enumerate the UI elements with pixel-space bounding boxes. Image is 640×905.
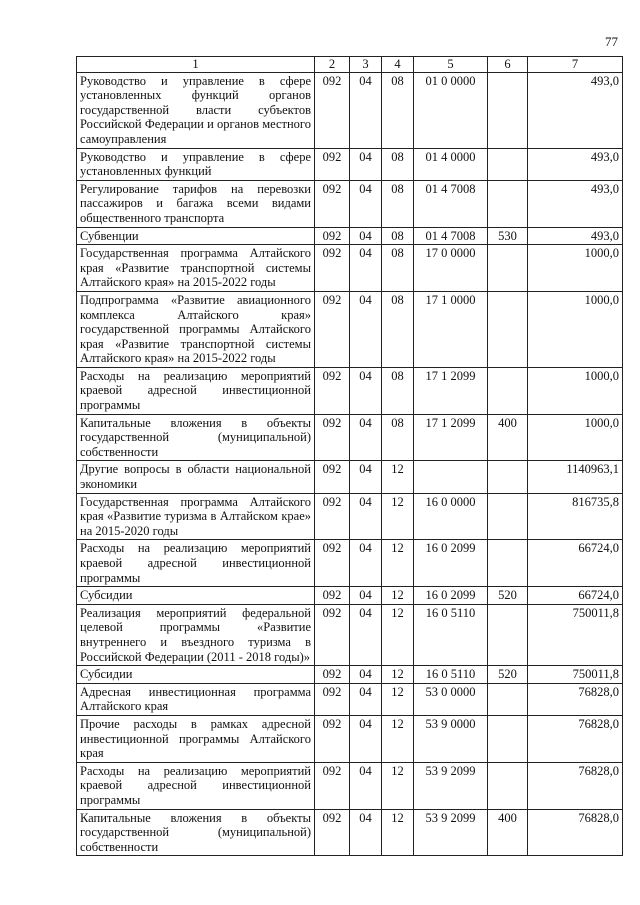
row-target-article: 53 9 2099 — [414, 809, 488, 856]
row-target-article: 01 0 0000 — [414, 72, 488, 148]
row-subsection: 12 — [382, 604, 414, 665]
row-admin-code: 092 — [315, 461, 350, 493]
row-expense-type: 400 — [488, 809, 528, 856]
row-amount: 493,0 — [528, 180, 623, 227]
row-expense-type — [488, 148, 528, 180]
row-admin-code: 092 — [315, 666, 350, 684]
table-row — [77, 715, 623, 762]
budget-table — [76, 56, 623, 856]
row-expense-type — [488, 762, 528, 809]
row-section: 04 — [350, 367, 382, 414]
row-section: 04 — [350, 72, 382, 148]
column-header: 5 — [414, 57, 488, 73]
row-subsection: 12 — [382, 809, 414, 856]
table-row — [77, 587, 623, 605]
column-header: 7 — [528, 57, 623, 73]
row-amount: 1140963,1 — [528, 461, 623, 493]
row-name: Государственная программа Алтайского края «Развитие туризма в Алтайском крае» на 2015-2020 годы — [77, 493, 315, 540]
row-expense-type — [488, 245, 528, 292]
table-row — [77, 493, 623, 540]
row-admin-code: 092 — [315, 245, 350, 292]
row-name: Руководство и управление в сфере установленных функций органов государственной власти субъектов Российской Федерации и органов местного самоуправления — [77, 72, 315, 148]
row-name: Другие вопросы в области национальной экономики — [77, 461, 315, 493]
row-target-article: 53 9 2099 — [414, 762, 488, 809]
row-amount: 1000,0 — [528, 367, 623, 414]
table-row — [77, 809, 623, 856]
row-amount: 76828,0 — [528, 809, 623, 856]
table-row — [77, 666, 623, 684]
row-target-article: 53 9 0000 — [414, 715, 488, 762]
page-number: 77 — [605, 34, 618, 49]
row-subsection: 12 — [382, 666, 414, 684]
row-subsection: 12 — [382, 587, 414, 605]
table-row — [77, 148, 623, 180]
row-expense-type: 520 — [488, 587, 528, 605]
row-admin-code: 092 — [315, 683, 350, 715]
row-section: 04 — [350, 762, 382, 809]
row-expense-type: 400 — [488, 414, 528, 461]
table-row — [77, 414, 623, 461]
table-row — [77, 604, 623, 665]
row-amount: 493,0 — [528, 148, 623, 180]
row-admin-code: 092 — [315, 367, 350, 414]
row-section: 04 — [350, 666, 382, 684]
row-target-article: 53 0 0000 — [414, 683, 488, 715]
row-expense-type — [488, 180, 528, 227]
row-admin-code: 092 — [315, 762, 350, 809]
row-subsection: 12 — [382, 493, 414, 540]
table-row — [77, 683, 623, 715]
row-subsection: 12 — [382, 683, 414, 715]
table-row — [77, 461, 623, 493]
row-name: Руководство и управление в сфере установленных функций — [77, 148, 315, 180]
row-admin-code: 092 — [315, 72, 350, 148]
row-admin-code: 092 — [315, 291, 350, 367]
row-expense-type — [488, 461, 528, 493]
row-name: Капитальные вложения в объекты государственной (муниципальной) собственности — [77, 809, 315, 856]
row-admin-code: 092 — [315, 809, 350, 856]
row-name: Капитальные вложения в объекты государственной (муниципальной) собственности — [77, 414, 315, 461]
row-section: 04 — [350, 683, 382, 715]
row-target-article: 16 0 2099 — [414, 587, 488, 605]
row-subsection: 08 — [382, 245, 414, 292]
table-row — [77, 227, 623, 245]
row-section: 04 — [350, 604, 382, 665]
row-amount: 76828,0 — [528, 762, 623, 809]
row-section: 04 — [350, 540, 382, 587]
row-name: Адресная инвестиционная программа Алтайского края — [77, 683, 315, 715]
row-section: 04 — [350, 461, 382, 493]
row-subsection: 08 — [382, 291, 414, 367]
row-name: Расходы на реализацию мероприятий краевой адресной инвестиционной программы — [77, 540, 315, 587]
table-row — [77, 245, 623, 292]
row-section: 04 — [350, 227, 382, 245]
row-amount: 1000,0 — [528, 414, 623, 461]
row-section: 04 — [350, 245, 382, 292]
row-subsection: 08 — [382, 72, 414, 148]
table-header-row — [77, 57, 623, 73]
row-subsection: 12 — [382, 715, 414, 762]
row-target-article: 01 4 7008 — [414, 180, 488, 227]
row-expense-type: 520 — [488, 666, 528, 684]
row-amount: 750011,8 — [528, 604, 623, 665]
row-subsection: 08 — [382, 180, 414, 227]
row-amount: 76828,0 — [528, 683, 623, 715]
row-subsection: 12 — [382, 762, 414, 809]
row-expense-type: 530 — [488, 227, 528, 245]
column-header: 4 — [382, 57, 414, 73]
row-target-article: 16 0 5110 — [414, 604, 488, 665]
row-amount: 1000,0 — [528, 245, 623, 292]
row-section: 04 — [350, 291, 382, 367]
row-name: Государственная программа Алтайского края «Развитие транспортной системы Алтайского края» на 2015-2022 годы — [77, 245, 315, 292]
row-subsection: 12 — [382, 540, 414, 587]
row-expense-type — [488, 493, 528, 540]
row-expense-type — [488, 683, 528, 715]
row-admin-code: 092 — [315, 148, 350, 180]
table-row — [77, 540, 623, 587]
row-subsection: 08 — [382, 414, 414, 461]
row-target-article: 01 4 7008 — [414, 227, 488, 245]
row-admin-code: 092 — [315, 180, 350, 227]
row-section: 04 — [350, 148, 382, 180]
row-target-article: 17 0 0000 — [414, 245, 488, 292]
row-target-article: 17 1 0000 — [414, 291, 488, 367]
row-amount: 1000,0 — [528, 291, 623, 367]
row-expense-type — [488, 72, 528, 148]
row-name: Прочие расходы в рамках адресной инвестиционной программы Алтайского края — [77, 715, 315, 762]
row-admin-code: 092 — [315, 493, 350, 540]
row-expense-type — [488, 367, 528, 414]
table-row — [77, 762, 623, 809]
row-subsection: 08 — [382, 227, 414, 245]
row-section: 04 — [350, 493, 382, 540]
row-section: 04 — [350, 180, 382, 227]
row-name: Субвенции — [77, 227, 315, 245]
column-header: 1 — [77, 57, 315, 73]
column-header: 3 — [350, 57, 382, 73]
row-name: Субсидии — [77, 666, 315, 684]
row-name: Расходы на реализацию мероприятий краевой адресной инвестиционной программы — [77, 762, 315, 809]
row-admin-code: 092 — [315, 604, 350, 665]
row-target-article — [414, 461, 488, 493]
row-subsection: 12 — [382, 461, 414, 493]
row-amount: 493,0 — [528, 227, 623, 245]
row-amount: 750011,8 — [528, 666, 623, 684]
row-name: Субсидии — [77, 587, 315, 605]
column-header: 2 — [315, 57, 350, 73]
row-expense-type — [488, 291, 528, 367]
row-admin-code: 092 — [315, 715, 350, 762]
row-amount: 76828,0 — [528, 715, 623, 762]
row-name: Подпрограмма «Развитие авиационного комплекса Алтайского края» государственной программы Алтайского края «Развитие транспортной системы Алтайского края» на 2015-2022 годы — [77, 291, 315, 367]
row-admin-code: 092 — [315, 227, 350, 245]
row-amount: 66724,0 — [528, 540, 623, 587]
row-admin-code: 092 — [315, 414, 350, 461]
table-row — [77, 291, 623, 367]
row-section: 04 — [350, 809, 382, 856]
row-amount: 493,0 — [528, 72, 623, 148]
row-expense-type — [488, 604, 528, 665]
row-target-article: 16 0 5110 — [414, 666, 488, 684]
row-name: Реализация мероприятий федеральной целевой программы «Развитие внутреннего и въездного туризма в Российской Федерации (2011 - 2018 годы)» — [77, 604, 315, 665]
row-amount: 816735,8 — [528, 493, 623, 540]
row-expense-type — [488, 540, 528, 587]
row-section: 04 — [350, 715, 382, 762]
row-admin-code: 092 — [315, 540, 350, 587]
table-row — [77, 367, 623, 414]
row-subsection: 08 — [382, 367, 414, 414]
row-name: Регулирование тарифов на перевозки пассажиров и багажа всеми видами общественного транспорта — [77, 180, 315, 227]
row-target-article: 17 1 2099 — [414, 367, 488, 414]
row-target-article: 16 0 2099 — [414, 540, 488, 587]
row-target-article: 17 1 2099 — [414, 414, 488, 461]
row-subsection: 08 — [382, 148, 414, 180]
table-row — [77, 72, 623, 148]
table-row — [77, 180, 623, 227]
row-section: 04 — [350, 414, 382, 461]
row-target-article: 16 0 0000 — [414, 493, 488, 540]
column-header: 6 — [488, 57, 528, 73]
row-target-article: 01 4 0000 — [414, 148, 488, 180]
row-amount: 66724,0 — [528, 587, 623, 605]
row-name: Расходы на реализацию мероприятий краевой адресной инвестиционной программы — [77, 367, 315, 414]
row-section: 04 — [350, 587, 382, 605]
row-admin-code: 092 — [315, 587, 350, 605]
row-expense-type — [488, 715, 528, 762]
